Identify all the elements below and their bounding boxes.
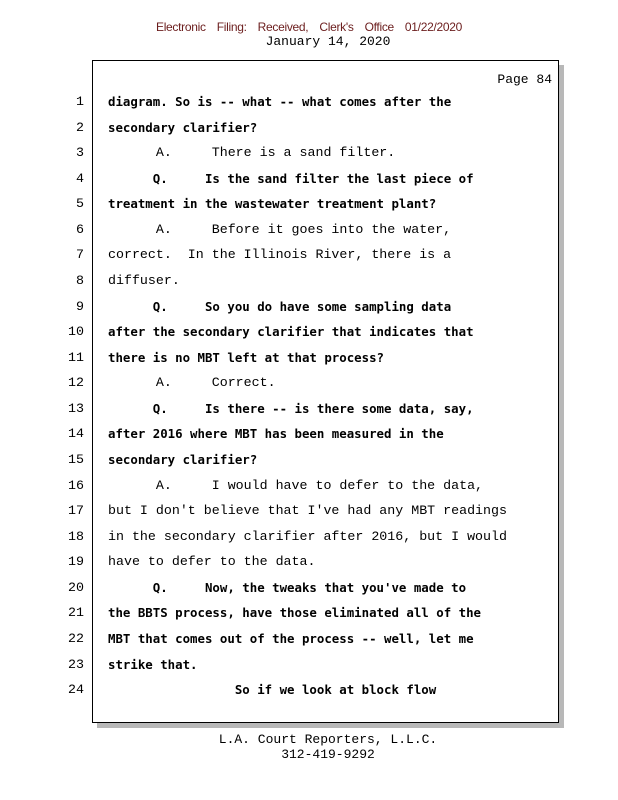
transcript-date: January 14, 2020 bbox=[265, 34, 391, 49]
line-number: 10 bbox=[68, 324, 84, 340]
line-text: diffuser. bbox=[108, 272, 180, 288]
line-text: diagram. So is -- what -- what comes after the bbox=[108, 94, 452, 109]
reporter-company: L.A. Court Reporters, L.L.C. bbox=[218, 732, 438, 747]
line-text: So if we look at block flow bbox=[108, 682, 437, 698]
line-text: after 2016 where MBT has been measured in the bbox=[108, 426, 444, 442]
line-text: strike that. bbox=[108, 656, 198, 672]
line-number: 16 bbox=[68, 477, 84, 493]
line-text: A. Before it goes into the water, bbox=[108, 221, 452, 237]
line-number: 21 bbox=[68, 605, 84, 621]
line-number: 2 bbox=[76, 119, 84, 135]
line-number: 18 bbox=[68, 528, 84, 544]
line-text: Q. Is the sand filter the last piece of bbox=[108, 170, 474, 186]
line-text: MBT that comes out of the process -- well, let me bbox=[108, 630, 474, 646]
line-number: 12 bbox=[68, 375, 84, 391]
line-number: 13 bbox=[68, 400, 84, 416]
line-number: 23 bbox=[68, 656, 84, 672]
footer bbox=[0, 732, 618, 762]
reporter-phone: 312-419-9292 bbox=[281, 747, 375, 762]
line-number: 22 bbox=[68, 630, 84, 646]
line-text: secondary clarifier? bbox=[108, 119, 258, 135]
line-number: 4 bbox=[76, 170, 84, 186]
line-number: 3 bbox=[76, 145, 84, 161]
line-text: treatment in the wastewater treatment plant? bbox=[108, 196, 437, 212]
line-number: 9 bbox=[76, 298, 84, 314]
line-text: secondary clarifier? bbox=[108, 451, 258, 467]
filing-stamp: Electronic Filing: Received, Clerk's Office 01/22/2020 bbox=[155, 20, 462, 34]
line-number: 20 bbox=[68, 579, 84, 595]
line-text: correct. In the Illinois River, there is a bbox=[108, 247, 452, 263]
line-number: 7 bbox=[76, 247, 84, 263]
line-text: have to defer to the data. bbox=[108, 554, 316, 570]
line-number: 24 bbox=[68, 682, 84, 698]
line-text: the BBTS process, have those eliminated all of the bbox=[108, 605, 481, 621]
line-number: 11 bbox=[68, 349, 84, 365]
line-text: in the secondary clarifier after 2016, but I would bbox=[108, 528, 507, 544]
line-number: 17 bbox=[68, 503, 84, 519]
line-text: after the secondary clarifier that indicates that bbox=[108, 324, 474, 340]
line-number: 14 bbox=[68, 426, 84, 442]
line-number: 5 bbox=[76, 196, 84, 212]
line-text: but I don't believe that I've had any MBT readings bbox=[108, 503, 507, 519]
line-number: 1 bbox=[76, 94, 84, 109]
line-number: 8 bbox=[76, 272, 84, 288]
line-number: 19 bbox=[68, 554, 84, 570]
line-text: Q. Now, the tweaks that you've made to bbox=[108, 579, 467, 595]
line-text: A. There is a sand filter. bbox=[108, 145, 396, 161]
line-text: A. Correct. bbox=[108, 375, 276, 391]
line-text: there is no MBT left at that process? bbox=[108, 349, 385, 365]
line-number: 6 bbox=[76, 221, 84, 237]
line-text: Q. So you do have some sampling data bbox=[108, 298, 452, 314]
line-number: 15 bbox=[68, 451, 84, 467]
line-text: A. I would have to defer to the data, bbox=[108, 477, 484, 493]
line-text: Q. Is there -- is there some data, say, bbox=[108, 400, 474, 416]
page-number: Page 84 bbox=[497, 72, 552, 87]
